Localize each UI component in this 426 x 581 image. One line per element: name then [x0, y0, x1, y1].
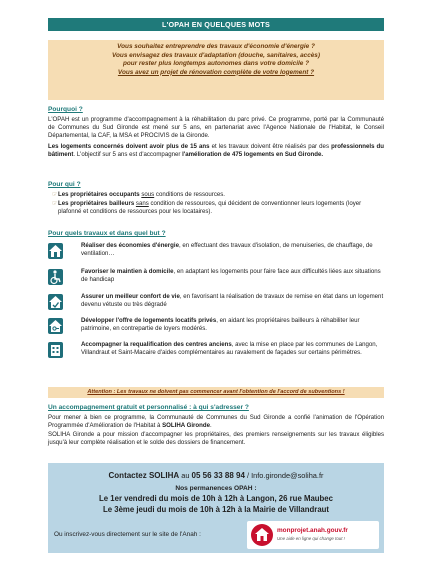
heading-accompagnement: Un accompagnement gratuit et personnalisé : à qui s'adresser ? — [48, 404, 249, 411]
intro-line: Vous souhaitez entreprendre des travaux d'économie d'énergie ? — [117, 43, 315, 50]
intro-line: Vous avez un projet de rénovation complète de votre logement ? — [117, 68, 315, 76]
wheelchair-icon — [48, 269, 63, 285]
list-item: ☞Les propriétaires occupants sous conditions de ressources. — [52, 191, 225, 198]
online-text: Ou inscrivez-vous directement sur le site de l'Anah : — [54, 531, 201, 538]
email-link[interactable]: / Info.gironde@soliha.fr — [244, 471, 324, 480]
section-title: L'OPAH EN QUELQUES MOTS — [48, 18, 384, 31]
list-item: Accompagner la requalification des centres anciens, avec la mise en place par les communes de Langon, Villandraut et Saint-Macaire d'aides complémentaires au ravalement de façades sur certains périmètres. — [48, 341, 384, 377]
attention-banner: Attention : Les travaux ne doivent pas commencer avant l'obtention de l'accord de subventions ! — [48, 387, 384, 398]
list-item: Assurer un meilleur confort de vie, en favorisant la réalisation de travaux de remise en état dans un logement devenu vétuste ou très dégradé — [48, 293, 384, 319]
paragraph-accompagnement: Pour mener à bien ce programme, la Communauté de Communes du Sud Gironde a confié l'animation de l'Opération Programmée d'Amélioration de l'Habitat à SOLIHA Gironde. — [48, 414, 384, 430]
paragraph-soliha: SOLIHA Gironde a pour mission d'accompagner les propriétaires, des premiers renseignements sur les travaux éligibles jusqu'à leur complète réalisation et le solde des dossiers de financement. — [48, 431, 384, 447]
list-item: Favoriser le maintien à domicile, en adaptant les logements pour faire face aux difficultés liées aux situations de handicap — [48, 268, 384, 294]
intro-box — [48, 40, 384, 100]
house-logo-icon — [251, 524, 273, 546]
anah-link[interactable] — [247, 521, 379, 549]
list-item: Réaliser des économies d'énergie, en effectuant des travaux d'isolation, de menuiseries, de chauffage, de ventilation… — [48, 242, 384, 268]
intro-line: Vous envisagez des travaux d'adaptation (douche, sanitaires, accès) — [112, 51, 320, 59]
house-key-icon — [48, 318, 63, 334]
list-item: Développer l'offre de logements locatifs privés, en aidant les propriétaires bailleurs à réhabiliter leur patrimoine, en contrepartie de loyers modérés. — [48, 317, 384, 343]
house-comfort-icon — [48, 294, 63, 310]
permanences-title: Nos permanences OPAH : — [175, 485, 257, 492]
contact-box — [48, 463, 384, 553]
heading-travaux: Pour quels travaux et dans quel but ? — [48, 230, 166, 237]
heading-pourqui: Pour qui ? — [48, 181, 81, 188]
house-energy-icon — [48, 243, 63, 259]
paragraph-objectif: Les logements concernés doivent avoir plus de 15 ans et les travaux doivent être réalisés par des professionnels du bâtiment. L'objectif sur 5 ans est d'accompagner l'amélioration de 475 logements en Sud Gironde. — [48, 143, 385, 159]
permanences-list: Le 1er vendredi du mois de 10h à 12h à Langon, 26 rue Maubec Le 3ème jeudi du mois de 10h à 12h à la Mairie de Villandraut — [99, 494, 333, 514]
anah-slogan: Une aide en ligne qui change tout ! — [277, 536, 345, 541]
paragraph-pourquoi: L'OPAH est un programme d'accompagnement à la réhabilitation du parc privé. Ce programme, porté par la Communauté de Communes du Sud Gironde est mené sur 5 ans, en partenariat avec l'Agence Nationale de l'Habitat, le Conseil Départemental, la CAF, la MSA et PROCIVIS de la Gironde. — [48, 116, 384, 140]
contact-line: Contactez SOLIHA au 05 56 33 88 94 / Info.gironde@soliha.fr — [108, 471, 324, 480]
anah-url[interactable]: monprojet.anah.gouv.fr — [277, 527, 348, 534]
heading-pourquoi: Pourquoi ? — [48, 106, 83, 113]
hand-pointer-icon: ☞ — [52, 201, 58, 207]
intro-line: pour rester plus longtemps autonomes dans votre domicile ? — [122, 60, 310, 67]
building-icon — [48, 342, 63, 358]
phone-number[interactable]: 05 56 33 88 94 — [191, 471, 245, 480]
hand-pointer-icon: ☞ — [52, 192, 58, 198]
list-item: ☞Les propriétaires bailleurs sans condition de ressources, qui décident de conventionner leurs logements (loyer plafonné et conditions de ressources pour les locataires). — [52, 200, 362, 216]
